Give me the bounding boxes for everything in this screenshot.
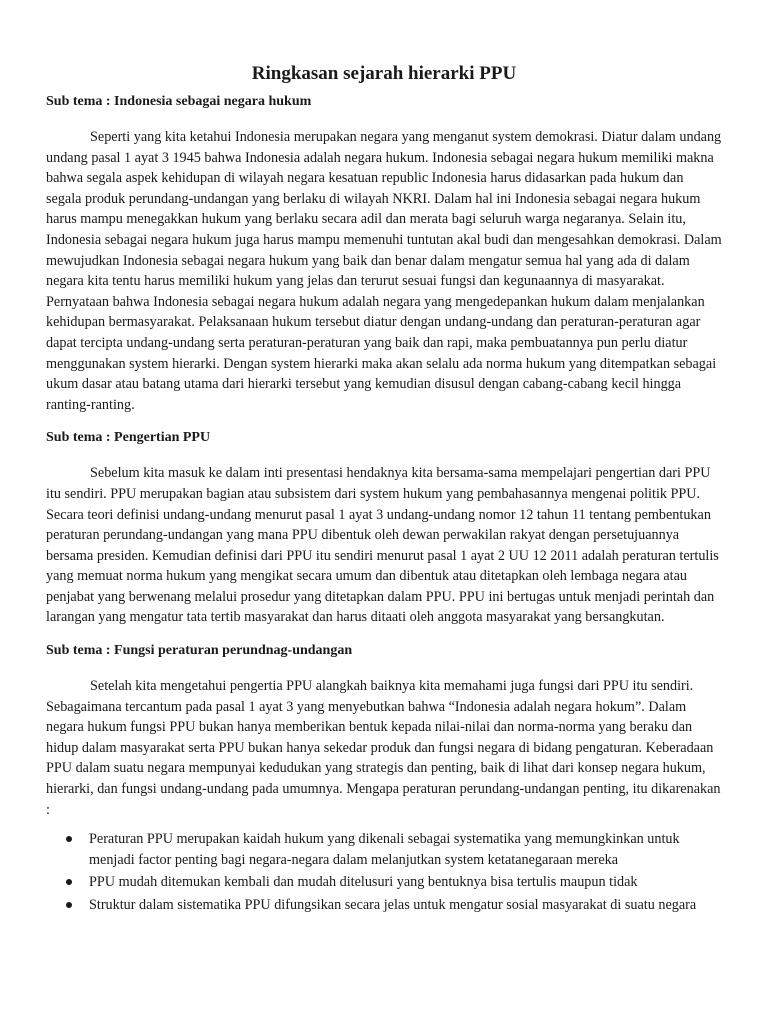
list-item-text: PPU mudah ditemukan kembali dan mudah ditelusuri yang bentuknya bisa tertulis maupun tidak	[89, 874, 638, 891]
section-fungsi-ppu	[46, 641, 722, 916]
section-heading: Sub tema : Pengertian PPU	[46, 430, 211, 446]
list-item-text: Struktur dalam sistematika PPU difungsikan secara jelas untuk mengatur sosial masyarakat di suatu negara	[89, 897, 697, 913]
section-paragraph: Setelah kita mengetahui pengertia PPU alangkah baiknya kita memahami juga fungsi dari PPU itu sendiri. Sebagaimana tercantum pada pasal 1 ayat 3 yang menyebutkan bahwa “Indonesia adalah negara hokum”. Dalam negara hukum fungsi PPU bukan hanya memberikan bentuk kepada nilai-nilai dan norma-norma yang beraku dan hidup dalam masyarakat serta PPU bukan hanya sekedar produk dan fungsi negara di bidang pengaturan. Keberadaan PPU dalam suatu negara mempunyai kedudukan yang strategis dan penting, baik di lihat dari konsep negara hukum, hierarki, dan fungsi undang-undang pada umumnya. Mengapa peraturan perundang-undangan penting, itu dikarenakan :	[46, 678, 721, 818]
section-paragraph: Seperti yang kita ketahui Indonesia merupakan negara yang menganut system demokrasi. Diatur dalam undang undang pasal 1 ayat 3 1945 bahwa Indonesia adalah negara hukum. Indonesia sebagai negara hukum memiliki makna bahwa segala aspek kehidupan di wilayah negara kesatuan republic Indonesia harus didasarkan pada hukum dan segala produk perundang-undangan yang berlaku di wilayah NKRI. Dalam hal ini Indonesia sebagai negara hukum harus mampu menegakkan hukum yang berlaku secara adil dan merata bagi seluruh warga negaranya. Selain itu, Indonesia sebagai negara hukum juga harus mampu memenuhi tuntutan akal budi dan mengesahkan demokrasi. Dalam mewujudkan Indonesia sebagai negara hukum yang baik dan benar dalam mengatur semua hal yang ada di dalam negara kita tentu harus memiliki hukum yang jelas dan terurut sesuai fungsi dan kegunaannya di masyarakat. Pernyataan bahwa Indonesia sebagai negara hukum adalah negara yang mengedepankan hukum dalam menjalankan kehidupan bermasyarakat. Pelaksanaan hukum tersebut diatur dengan undang-undang dan peraturan-peraturan agar dapat tercipta undang-undang serta peraturan-peraturan yang baik dan rapi, maka pembuatannya pun perlu diatur menggunakan system hierarki. Dengan system hierarki maka akan selalu ada norma hukum yang ditempatkan sebagai ukum dasar atau batang utama dari hierarki tersebut yang kemudian disusul dengan cabang-cabang kecil hingga ranting-ranting.	[46, 129, 722, 413]
list-item	[46, 895, 722, 916]
list-item-text: Peraturan PPU merupakan kaidah hukum yang dikenali sebagai systematika yang memungkinkan untuk menjadi factor penting bagi negara-negara dalam melanjutkan system ketatanegaraan mereka	[89, 831, 680, 868]
list-item	[46, 872, 722, 893]
reasons-list	[46, 829, 722, 915]
section-paragraph: Sebelum kita masuk ke dalam inti presentasi hendaknya kita bersama-sama mempelajari pengertian dari PPU itu sendiri. PPU merupakan bagian atau subsistem dari system hukum yang pembahasannya mengenai politik PPU. Secara teori definisi undang-undang menurut pasal 1 ayat 3 undang-undang nomor 12 tahun 11 tentang pembentukan peraturan perundang-undangan yang mana PPU dibentuk oleh dewan perwakilan rakyat dengan persetujuannya bersama presiden. Kemudian definisi dari PPU itu sendiri menurut pasal 1 ayat 2 UU 12 2011 adalah peraturan tertulis yang memuat norma hukum yang mengikat secara umum dan dibentuk atau ditetapkan oleh lembaga negara atau penjabat yang berwenang melalui prosedur yang ditetapkan dalam PPU. PPU ini bertugas untuk menjadi perintah dan larangan yang mengatur tata tertib masyarakat dan harus ditaati oleh anggota masyarakat yang bersangkutan.	[46, 465, 719, 626]
section-heading: Sub tema : Indonesia sebagai negara hukum	[46, 94, 312, 109]
list-item	[46, 829, 722, 870]
section-pengertian-ppu	[46, 428, 722, 628]
document-title: Ringkasan sejarah hierarki PPU	[251, 63, 517, 84]
bullet-icon	[66, 879, 72, 885]
bullet-icon	[66, 836, 72, 842]
bullet-icon	[66, 902, 72, 908]
section-heading: Sub tema : Fungsi peraturan perundnag-undangan	[46, 643, 353, 659]
document-page	[46, 62, 722, 918]
section-negara-hukum	[46, 92, 722, 415]
